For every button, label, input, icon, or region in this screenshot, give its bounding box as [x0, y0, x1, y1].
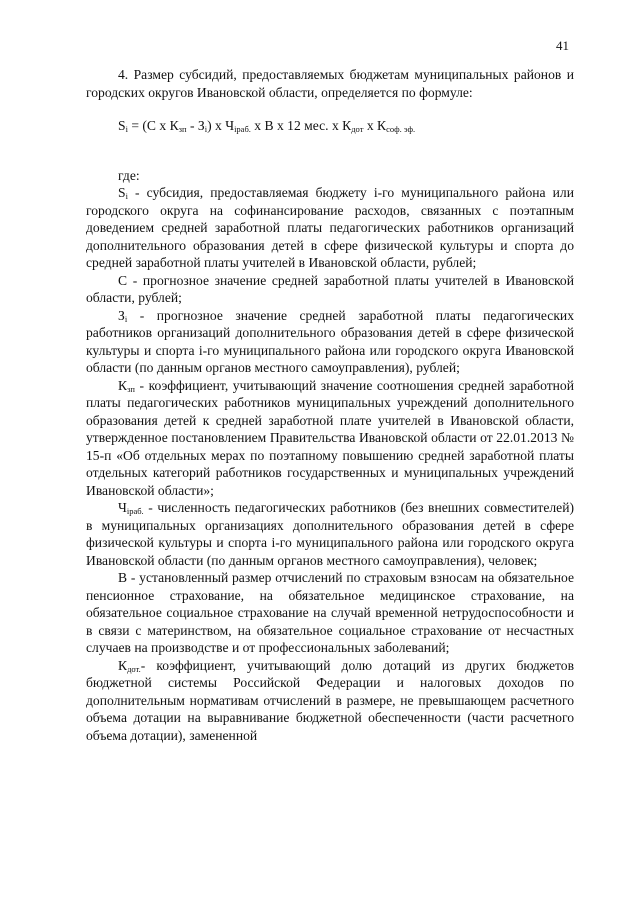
definition-item	[86, 499, 574, 569]
definition-item	[86, 184, 574, 272]
definition-text: - численность педагогических работников (без внешних совместителей) в муниципальных организациях дополнительного образования детей в сфере физической культуры и спорта i-го муниципального района или городского округа Ивановской области (по данным органов местного самоуправления), человек;	[86, 500, 574, 568]
definition-text: - прогнозное значение средней заработной платы педагогических работников организаций дополнительного образования детей в сфере физической культуры и спорта i-го муниципального района или городского округа Ивановской области (по данным органов местного самоуправления), рублей;	[86, 307, 574, 375]
definition-text: - коэффициент, учитывающий долю дотаций из других бюджетов бюджетной системы Российской Федерации и налоговых доходов по дополнительным нормативам отчислений в размере, не превышающем расчетного объема дотации на выравнивание бюджетной обеспеченности (части расчетного объема дотации), замененной	[86, 657, 574, 743]
formula-part4: х В х 12 мес. х К	[250, 118, 352, 133]
definition-symbol: Ч	[118, 500, 127, 515]
formula-part2: - З	[186, 118, 205, 133]
document-body	[86, 66, 574, 744]
definition-symbol-sub: зп	[127, 383, 135, 394]
definition-item	[86, 657, 574, 745]
formula-s: S	[118, 118, 126, 133]
formula-s-sub: i	[125, 124, 128, 134]
definition-text: - установленный размер отчислений по страховым взносам на обязательное пенсионное страхование, на обязательное медицинское страхование, на обязательное социальное страхование на случай временной нетрудоспособности и в связи с материнством, на обязательное социальное страхование от несчастных случаев на производстве и от профессиональных заболеваний;	[86, 570, 574, 655]
definition-symbol: К	[118, 657, 128, 673]
definition-symbol-sub: iраб.	[126, 506, 144, 516]
definition-item	[86, 377, 574, 500]
definition-item	[86, 307, 574, 377]
formula-kdot-sub: дот	[351, 124, 364, 134]
definition-text: - коэффициент, учитывающий значение соотношения средней заработной платы педагогических работников муниципальных учреждений дополнительного образования детей к средней заработной плате учителей в Ивановской области, утвержденное постановлением Правительства Ивановской области от 22.01.2013 № 15-п «Об отдельных мерах по поэтапному повышению средней заработной платы отдельных категорий работников государственных и муниципальных учреждений Ивановской области»;	[86, 377, 574, 498]
formula-z-sub: i	[204, 124, 208, 134]
formula-ksof-sub: соф. эф.	[386, 124, 416, 134]
formula-part3: ) х Ч	[207, 118, 235, 133]
formula-part1: = (С х К	[127, 118, 179, 133]
definition-item	[86, 272, 574, 307]
definition-text: - прогнозное значение средней заработной платы учителей в Ивановской области, рублей;	[86, 272, 574, 305]
definition-symbol-sub: дот.	[127, 663, 141, 674]
definition-symbol: С	[118, 272, 128, 288]
definition-symbol-sub: i	[125, 191, 128, 201]
where-label: где:	[118, 167, 140, 183]
definition-symbol: З	[118, 307, 125, 323]
definition-symbol: В	[118, 570, 128, 585]
intro-paragraph: 4. Размер субсидий, предоставляемых бюджетам муниципальных районов и городских округов Ивановской области, определяется по формуле:	[86, 67, 574, 100]
definition-symbol-sub: i	[124, 313, 128, 324]
page-number: 41	[556, 38, 569, 53]
definition-item	[86, 569, 574, 657]
formula-k-sub: зп	[178, 124, 187, 134]
definition-symbol: К	[118, 377, 128, 393]
definition-symbol: S	[118, 185, 126, 200]
formula-ch-sub: iраб.	[234, 124, 251, 134]
definition-text: - субсидия, предоставляемая бюджету i-го муниципального района или городского округа на софинансирование расходов, связанных с поэтапным доведением средней заработной платы педагогических работников организаций дополнительного образования детей в сфере физической культуры и спорта до средней заработной платы учителей в Ивановской области, рублей;	[86, 185, 574, 270]
subsidy-formula	[118, 117, 574, 135]
formula-part5: х К	[363, 118, 387, 133]
